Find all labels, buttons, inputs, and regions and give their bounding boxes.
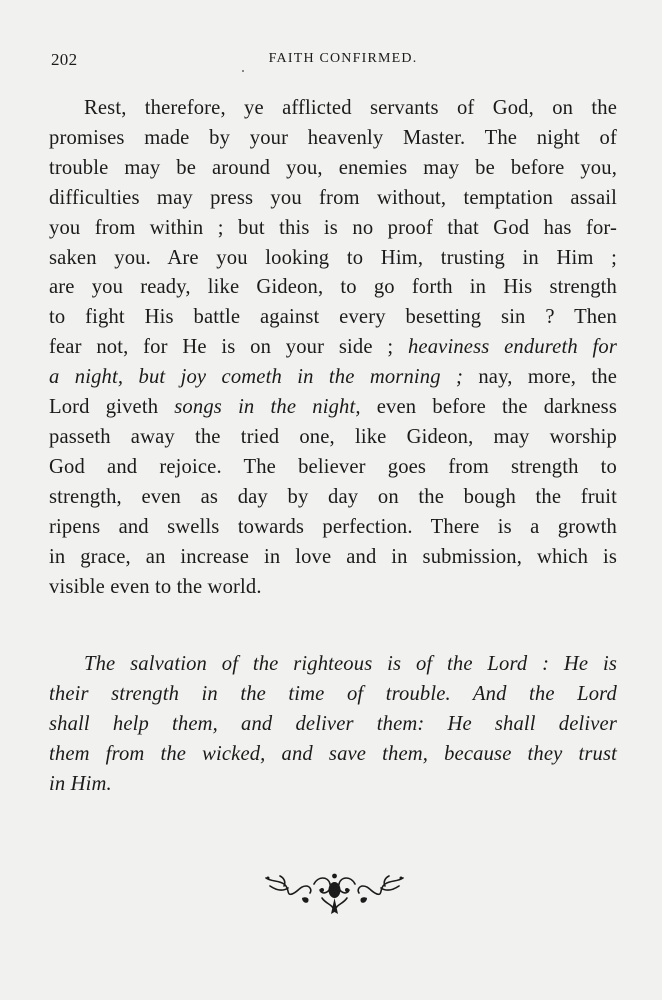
text-line bbox=[49, 333, 617, 363]
text-line: saken you. Are you looking to Him, trusting in Him ; bbox=[49, 246, 617, 269]
italic-quote: songs in the night, bbox=[174, 396, 361, 419]
body-paragraph-1 bbox=[49, 94, 617, 602]
text-run: fear not, for He is on your side ; bbox=[49, 336, 408, 359]
header-dot bbox=[242, 70, 244, 72]
text-line: Rest, therefore, ye afflicted servants of God, on the bbox=[84, 97, 617, 119]
text-line: visible even to the world. bbox=[49, 575, 262, 598]
text-line: passeth away the tried one, like Gideon, may worship bbox=[49, 425, 617, 448]
text-line: shall help them, and deliver them: He shall deliver bbox=[49, 712, 617, 735]
text-line: promises made by your heavenly Master. The night of bbox=[49, 126, 617, 149]
text-line: The salvation of the righteous is of the Lord : He is bbox=[84, 653, 617, 675]
body-paragraph-2 bbox=[49, 650, 617, 800]
text-line: to fight His battle against every besetting sin ? Then bbox=[49, 306, 617, 329]
text-run: nay, more, the bbox=[463, 366, 617, 389]
text-line: you from within ; but this is no proof that God has for- bbox=[49, 216, 617, 239]
text-line: ripens and swells towards perfection. There is a growth bbox=[49, 515, 617, 538]
text-line bbox=[49, 393, 617, 423]
text-line: in Him. bbox=[49, 772, 112, 795]
floral-tailpiece-ornament-icon bbox=[262, 868, 407, 920]
text-line: strength, even as day by day on the bough the fruit bbox=[49, 485, 617, 508]
text-run: even before the darkness bbox=[360, 396, 617, 419]
italic-quote: heaviness endureth for bbox=[407, 336, 617, 359]
text-line: them from the wicked, and save them, because they trust bbox=[49, 742, 617, 765]
page-number: 202 bbox=[51, 50, 78, 69]
running-title: FAITH CONFIRMED. bbox=[268, 51, 418, 66]
italic-quote: a night, but joy cometh in the morning ; bbox=[49, 366, 464, 389]
text-line: God and rejoice. The believer goes from strength to bbox=[49, 455, 617, 478]
text-line: difficulties may press you from without, temptation assail bbox=[49, 186, 617, 209]
text-line bbox=[49, 363, 617, 393]
text-line: trouble may be around you, enemies may be before you, bbox=[49, 156, 617, 179]
text-line: are you ready, like Gideon, to go forth in His strength bbox=[49, 276, 617, 299]
running-head bbox=[51, 50, 611, 72]
text-line: in grace, an increase in love and in submission, which is bbox=[49, 545, 617, 568]
text-line: their strength in the time of trouble. And the Lord bbox=[49, 682, 617, 705]
text-run: Lord giveth bbox=[49, 396, 175, 419]
